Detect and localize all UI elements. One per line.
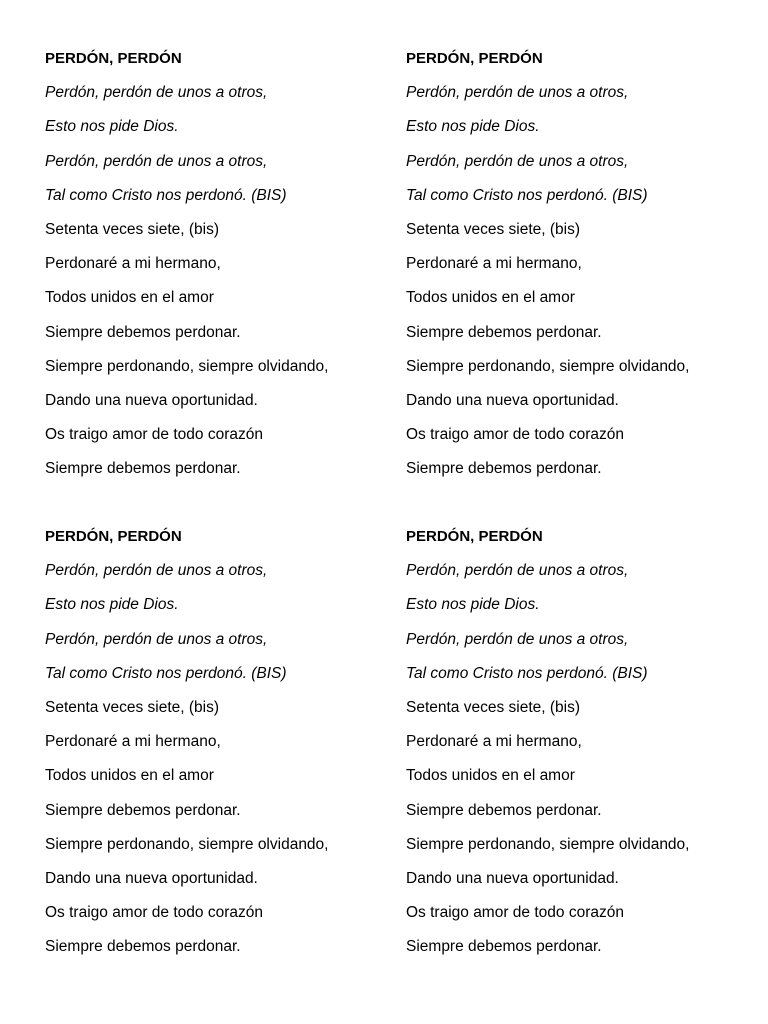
lyric-line: Tal como Cristo nos perdonó. (BIS) xyxy=(45,664,287,682)
lyric-line: Setenta veces siete, (bis) xyxy=(45,698,220,716)
lyric-line: Siempre perdonando, siempre olvidando, xyxy=(45,357,329,375)
song-lyrics xyxy=(45,559,385,959)
lyric-line: Todos unidos en el amor xyxy=(45,289,214,307)
lyric-line: Todos unidos en el amor xyxy=(45,767,214,785)
lyric-line: Esto nos pide Dios. xyxy=(406,118,540,136)
lyric-line: Siempre debemos perdonar. xyxy=(406,938,602,956)
lyric-line: Todos unidos en el amor xyxy=(406,767,575,785)
song-lyrics xyxy=(406,81,746,481)
song-title: PERDÓN, PERDÓN xyxy=(45,528,182,545)
lyric-line: Perdonaré a mi hermano, xyxy=(45,255,221,273)
song-title: PERDÓN, PERDÓN xyxy=(406,50,543,67)
lyric-line: Perdón, perdón de unos a otros, xyxy=(45,152,268,170)
lyric-line: Tal como Cristo nos perdonó. (BIS) xyxy=(406,664,648,682)
lyric-line: Siempre debemos perdonar. xyxy=(45,801,241,819)
lyric-line: Siempre debemos perdonar. xyxy=(406,323,602,341)
song-block xyxy=(45,525,385,959)
lyric-line: Siempre debemos perdonar. xyxy=(45,938,241,956)
lyric-line: Dando una nueva oportunidad. xyxy=(45,391,258,409)
lyric-line: Perdonaré a mi hermano, xyxy=(45,733,221,751)
lyric-line: Perdón, perdón de unos a otros, xyxy=(45,84,268,102)
lyric-line: Os traigo amor de todo corazón xyxy=(406,426,624,444)
lyric-line: Esto nos pide Dios. xyxy=(406,596,540,614)
lyric-line: Tal como Cristo nos perdonó. (BIS) xyxy=(45,186,287,204)
lyric-line: Siempre debemos perdonar. xyxy=(406,801,602,819)
song-block xyxy=(45,47,385,481)
lyric-line: Perdón, perdón de unos a otros, xyxy=(406,630,629,648)
lyric-line: Perdonaré a mi hermano, xyxy=(406,255,582,273)
lyric-line: Perdón, perdón de unos a otros, xyxy=(406,84,629,102)
lyric-line: Os traigo amor de todo corazón xyxy=(45,426,263,444)
lyric-line: Siempre debemos perdonar. xyxy=(406,460,602,478)
lyric-line: Os traigo amor de todo corazón xyxy=(45,904,263,922)
lyric-line: Perdón, perdón de unos a otros, xyxy=(45,630,268,648)
song-title: PERDÓN, PERDÓN xyxy=(45,50,182,67)
lyric-line: Perdón, perdón de unos a otros, xyxy=(406,562,629,580)
song-lyrics xyxy=(45,81,385,481)
song-block xyxy=(406,47,746,481)
lyric-line: Esto nos pide Dios. xyxy=(45,118,179,136)
lyric-line: Siempre debemos perdonar. xyxy=(45,323,241,341)
lyric-line: Dando una nueva oportunidad. xyxy=(406,869,619,887)
lyric-line: Todos unidos en el amor xyxy=(406,289,575,307)
lyric-line: Dando una nueva oportunidad. xyxy=(406,391,619,409)
lyric-line: Perdón, perdón de unos a otros, xyxy=(406,152,629,170)
lyric-line: Esto nos pide Dios. xyxy=(45,596,179,614)
lyric-line: Siempre perdonando, siempre olvidando, xyxy=(45,835,329,853)
song-title: PERDÓN, PERDÓN xyxy=(406,528,543,545)
lyric-line: Setenta veces siete, (bis) xyxy=(406,698,581,716)
song-lyrics xyxy=(406,559,746,959)
lyric-line: Siempre perdonando, siempre olvidando, xyxy=(406,835,690,853)
song-block xyxy=(406,525,746,959)
lyric-line: Setenta veces siete, (bis) xyxy=(45,220,220,238)
lyric-line: Dando una nueva oportunidad. xyxy=(45,869,258,887)
lyric-line: Perdón, perdón de unos a otros, xyxy=(45,562,268,580)
lyric-line: Setenta veces siete, (bis) xyxy=(406,220,581,238)
lyric-line: Os traigo amor de todo corazón xyxy=(406,904,624,922)
lyric-line: Perdonaré a mi hermano, xyxy=(406,733,582,751)
lyric-line: Siempre debemos perdonar. xyxy=(45,460,241,478)
lyric-line: Tal como Cristo nos perdonó. (BIS) xyxy=(406,186,648,204)
lyric-line: Siempre perdonando, siempre olvidando, xyxy=(406,357,690,375)
